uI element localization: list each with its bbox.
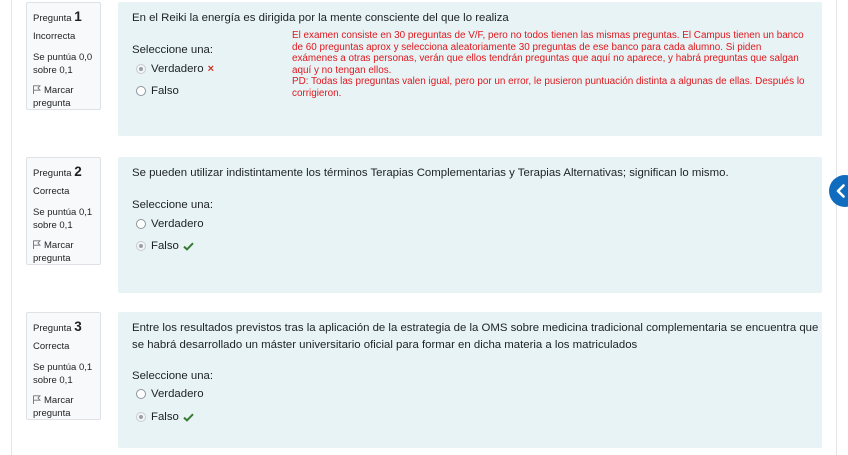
flag-question-button[interactable]: Marcar pregunta [33, 240, 74, 264]
answer-prompt: Seleccione una: [132, 44, 214, 56]
option-verdadero[interactable] [136, 63, 214, 75]
option-label: Falso [151, 240, 179, 252]
question-state: Correcta [33, 341, 70, 352]
question-info [26, 2, 101, 110]
annotation-note: El examen consiste en 30 preguntas de V/F, pero no todos tienen las mismas preguntas. El Campus tienen un banco de 60 preguntas aprox y selecciona aleatoriamente 30 preguntas de ese banco para cada alumno. Si piden exámenes a otras personas, verán que ellos tendrán preguntas que aquí no aparece, y habrá preguntas que salgan aquí y no tengan ellos. PD: Todas las preguntas valen igual, pero por un error, le pusieron puntuación distinta a algunas de ellas. Después lo corrigieron. [292, 30, 805, 99]
check-icon [183, 413, 194, 422]
radio-button[interactable] [136, 219, 146, 229]
page-left-border [11, 0, 12, 455]
question-grade: Se puntúa 0,0 sobre 0,1 [33, 52, 93, 76]
radio-button[interactable] [136, 412, 146, 422]
radio-button[interactable] [136, 241, 146, 251]
flag-question-button[interactable]: Marcar pregunta [33, 395, 74, 419]
check-icon [183, 242, 194, 251]
question-number: Pregunta 3 [33, 319, 82, 334]
option-label: Verdadero [151, 388, 204, 400]
question-state: Correcta [33, 186, 70, 197]
chevron-left-icon [834, 184, 848, 198]
question-info [26, 157, 101, 265]
flag-question-button[interactable]: Marcar pregunta [33, 85, 74, 109]
option-verdadero[interactable] [136, 218, 204, 230]
radio-button[interactable] [136, 86, 146, 96]
question-text: En el Reiki la energía es dirigida por la mente consciente del que lo realiza [132, 12, 509, 24]
question-text: Entre los resultados previstos tras la aplicación de la estrategia de la OMS sobre medicina tradicional complementaria se encuentra que se habrá desarrollado un máster universitario oficial para formar en dicha materia a los matriculados [132, 322, 819, 351]
answer-prompt: Seleccione una: [132, 199, 214, 211]
flag-icon [33, 240, 41, 249]
option-falso[interactable] [136, 411, 194, 423]
option-verdadero[interactable] [136, 388, 204, 400]
flag-icon [33, 85, 41, 94]
question-text: Se pueden utilizar indistintamente los términos Terapias Complementarias y Terapias Alternativas; significan lo mismo. [132, 167, 729, 179]
option-label: Falso [151, 411, 179, 423]
option-label: Falso [151, 85, 179, 97]
question-number: Pregunta 1 [33, 9, 82, 24]
option-falso[interactable] [136, 85, 179, 97]
question-number: Pregunta 2 [33, 164, 82, 179]
question-3 [22, 312, 837, 448]
question-grade: Se puntúa 0,1 sobre 0,1 [33, 362, 93, 386]
question-info [26, 312, 101, 420]
answer-prompt: Seleccione una: [132, 370, 214, 382]
question-content [118, 157, 822, 293]
flag-icon [33, 395, 41, 404]
radio-button[interactable] [136, 64, 146, 74]
radio-button[interactable] [136, 389, 146, 399]
question-grade: Se puntúa 0,1 sobre 0,1 [33, 207, 93, 231]
question-2 [22, 157, 837, 293]
question-state: Incorrecta [33, 31, 76, 42]
question-1 [22, 2, 837, 138]
option-label: Verdadero [151, 63, 204, 75]
option-label: Verdadero [151, 218, 204, 230]
question-content [118, 312, 822, 448]
incorrect-icon: × [207, 63, 215, 75]
option-falso[interactable] [136, 240, 194, 252]
